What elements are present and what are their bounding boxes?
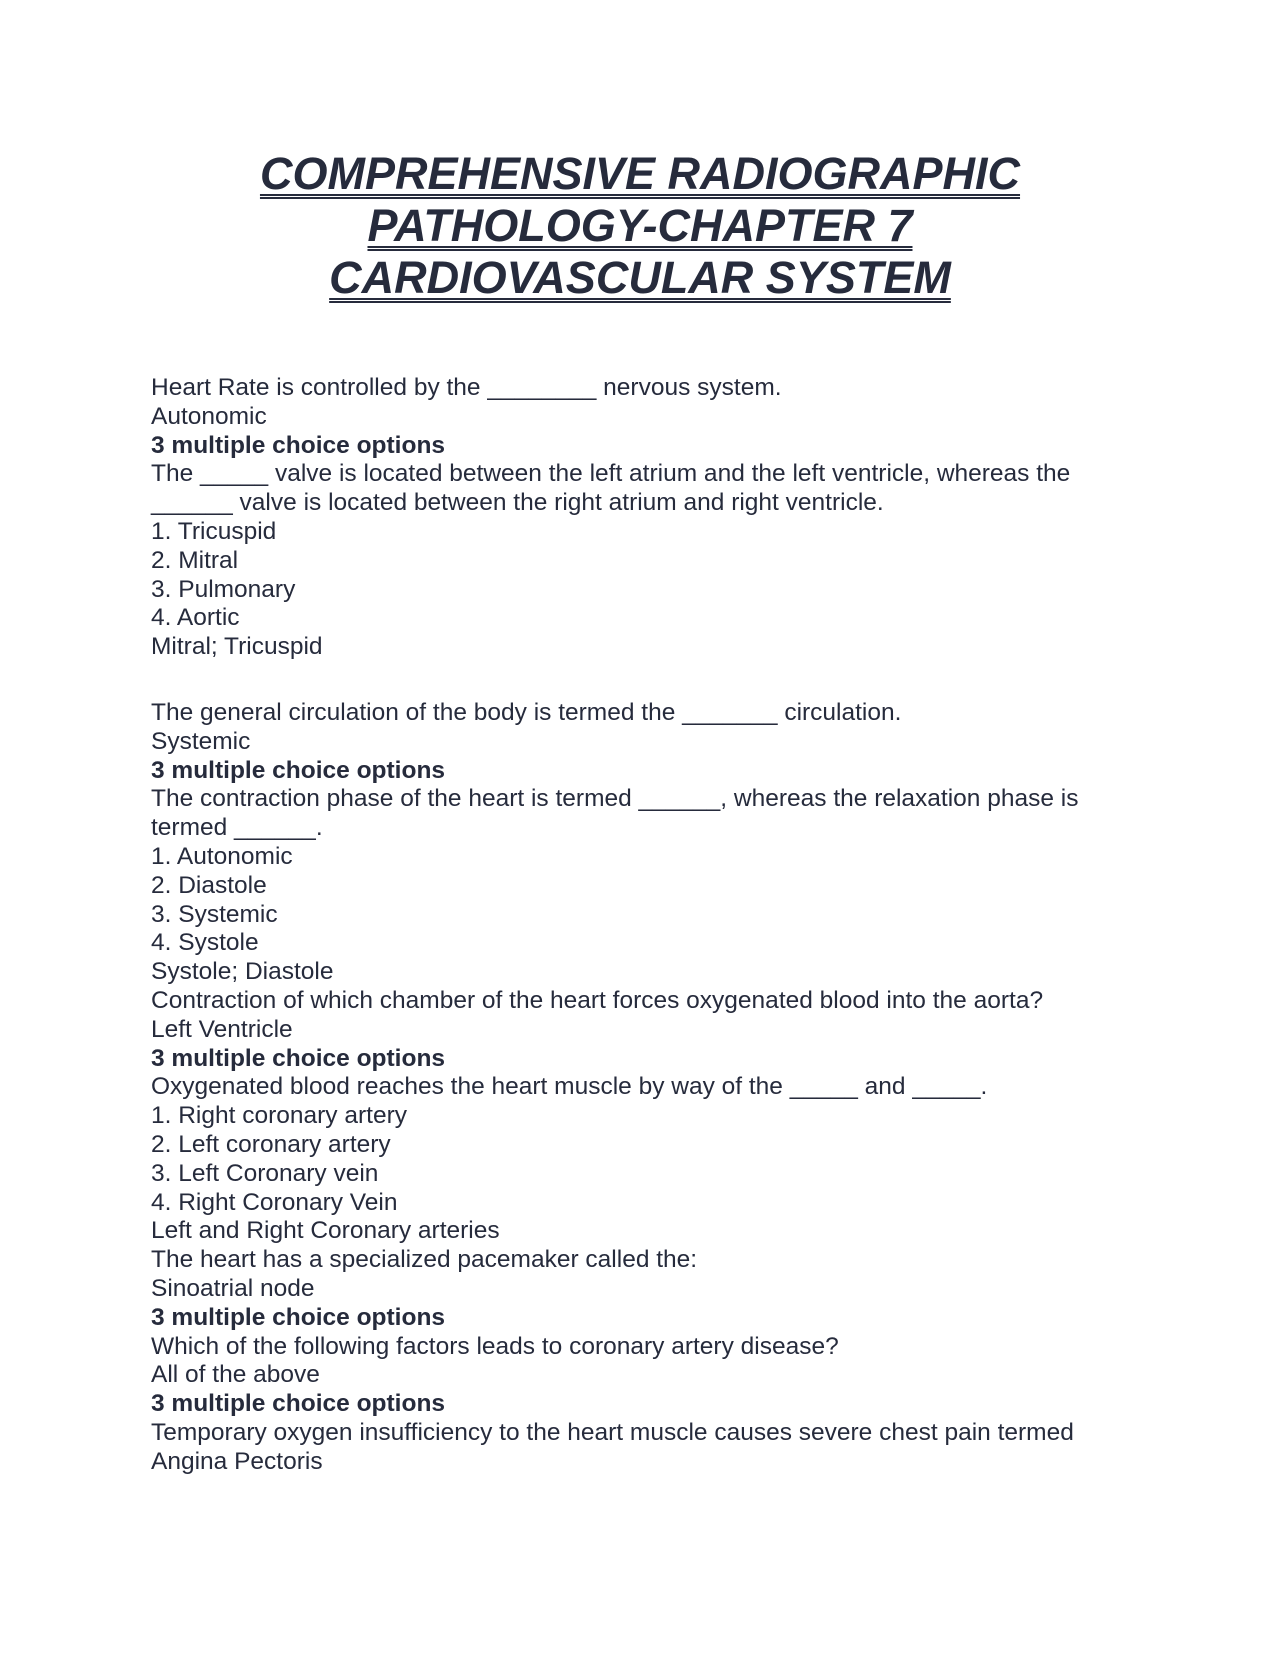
answer-6: Left and Right Coronary arteries xyxy=(151,1217,500,1245)
title-line-2: PATHOLOGY-CHAPTER 7 xyxy=(367,200,913,251)
document-title xyxy=(150,148,1130,304)
option-item: 2. Left coronary artery xyxy=(151,1130,391,1158)
question-4: The contraction phase of the heart is termed ______, whereas the relaxation phase is termed ______. xyxy=(151,785,1086,842)
question-5: Contraction of which chamber of the heart forces oxygenated blood into the aorta? xyxy=(151,986,1044,1014)
multiple-choice-label: 3 multiple choice options xyxy=(151,1303,446,1331)
document-body xyxy=(151,374,1131,1476)
answer-8: All of the above xyxy=(151,1361,320,1389)
multiple-choice-label: 3 multiple choice options xyxy=(151,1390,446,1418)
multiple-choice-label: 3 multiple choice options xyxy=(151,1044,446,1072)
answer-5: Left Ventricle xyxy=(151,1015,293,1043)
answer-1: Autonomic xyxy=(151,402,267,430)
option-item: 3. Pulmonary xyxy=(151,575,296,603)
title-line-1: COMPREHENSIVE RADIOGRAPHIC xyxy=(259,148,1021,199)
question-8: Which of the following factors leads to coronary artery disease? xyxy=(151,1332,839,1360)
question-2: The _____ valve is located between the left atrium and the left ventricle, whereas the ______ valve is located between the right atrium and right ventricle. xyxy=(151,460,1078,517)
answer-7: Sinoatrial node xyxy=(151,1274,315,1302)
option-item: 4. Systole xyxy=(151,929,259,957)
question-3: The general circulation of the body is termed the _______ circulation. xyxy=(151,698,902,726)
question-6: Oxygenated blood reaches the heart muscle by way of the _____ and _____. xyxy=(151,1073,988,1101)
answer-2: Mitral; Tricuspid xyxy=(151,633,323,661)
option-item: 2. Mitral xyxy=(151,546,239,574)
question-9: Temporary oxygen insufficiency to the heart muscle causes severe chest pain termed xyxy=(151,1418,1074,1446)
question-1: Heart Rate is controlled by the ________ nervous system. xyxy=(151,374,782,401)
answer-9: Angina Pectoris xyxy=(151,1447,323,1475)
paragraph-gap xyxy=(151,662,1131,699)
option-item: 1. Right coronary artery xyxy=(151,1102,407,1130)
option-item: 4. Right Coronary Vein xyxy=(151,1188,398,1216)
question-7: The heart has a specialized pacemaker called the: xyxy=(151,1246,698,1274)
multiple-choice-label: 3 multiple choice options xyxy=(151,756,446,784)
answer-4: Systole; Diastole xyxy=(151,958,334,986)
option-item: 1. Tricuspid xyxy=(151,517,277,545)
option-item: 3. Left Coronary vein xyxy=(151,1159,379,1187)
option-item: 1. Autonomic xyxy=(151,842,293,870)
answer-3: Systemic xyxy=(151,727,251,755)
title-line-3: CARDIOVASCULAR SYSTEM xyxy=(329,252,951,303)
option-item: 4. Aortic xyxy=(151,604,240,632)
option-item: 2. Diastole xyxy=(151,871,267,899)
option-item: 3. Systemic xyxy=(151,900,278,928)
multiple-choice-label: 3 multiple choice options xyxy=(151,431,446,459)
